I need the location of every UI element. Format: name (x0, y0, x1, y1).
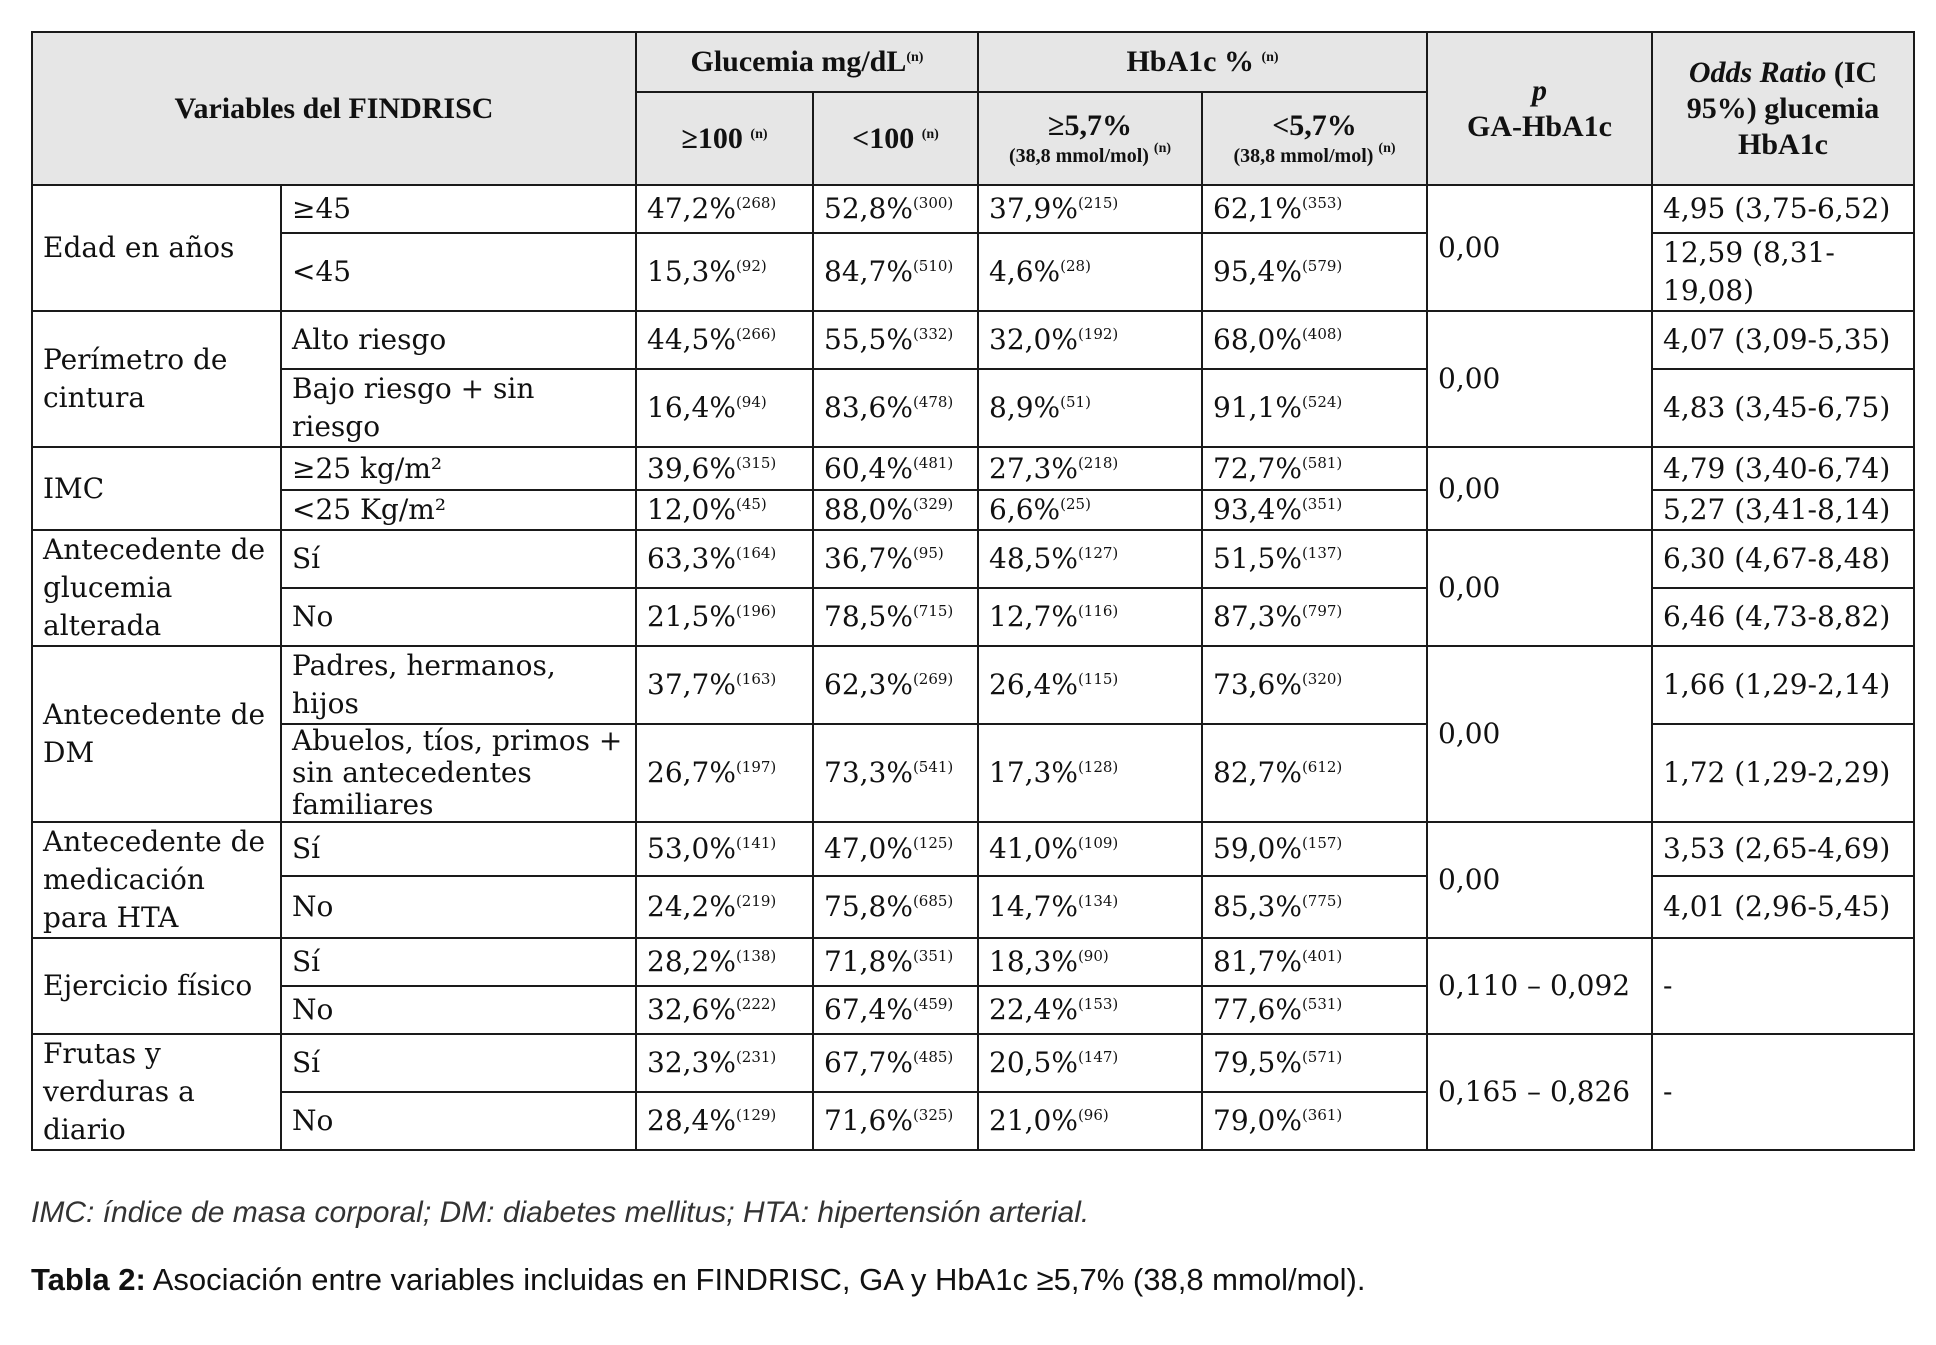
cell-n: (129) (735, 1106, 777, 1124)
category-label: Sí (281, 822, 636, 876)
odds-ratio: 5,27 (3,41-8,14) (1652, 490, 1914, 530)
cell-value: 73,3% (824, 756, 913, 789)
cell-h1 (978, 646, 1202, 724)
cell-g1 (636, 588, 813, 646)
header-p-value: p GA-HbA1c (1427, 32, 1652, 185)
cell-value: 88,0% (824, 493, 913, 526)
cell-value: 71,8% (824, 945, 913, 978)
cell-g1 (636, 369, 813, 447)
cell-g1 (636, 822, 813, 876)
category-label: <45 (281, 233, 636, 311)
cell-value: 16,4% (647, 391, 736, 424)
cell-h2 (1202, 185, 1427, 233)
cell-value: 79,5% (1213, 1046, 1302, 1079)
cell-h1 (978, 490, 1202, 530)
cell-n: (164) (735, 544, 777, 562)
cell-value: 20,5% (989, 1046, 1078, 1079)
cell-value: 85,3% (1213, 890, 1302, 924)
cell-value: 77,6% (1213, 993, 1302, 1026)
cell-value: 83,6% (824, 391, 913, 424)
cell-n: (141) (735, 834, 777, 853)
cell-n: (45) (735, 495, 767, 513)
cell-n: (127) (1077, 544, 1119, 562)
table-row (32, 530, 1914, 588)
cell-n: (157) (1301, 834, 1343, 853)
cell-value: 4,6% (989, 255, 1061, 288)
category-label: No (281, 876, 636, 938)
cell-n: (96) (1077, 1106, 1109, 1124)
table-row (32, 646, 1914, 724)
odds-ratio: 4,95 (3,75-6,52) (1652, 185, 1914, 233)
cell-g2 (813, 876, 978, 938)
cell-n: (581) (1301, 453, 1343, 472)
cell-n: (510) (912, 257, 954, 275)
cell-value: 14,7% (989, 890, 1078, 924)
cell-value: 81,7% (1213, 945, 1302, 978)
cell-n: (137) (1301, 544, 1343, 562)
cell-h1 (978, 1034, 1202, 1092)
cell-n: (125) (912, 834, 954, 853)
odds-ratio: 4,01 (2,96-5,45) (1652, 876, 1914, 938)
cell-value: 47,2% (647, 192, 736, 225)
variable-label: Antecedente de medicación para HTA (32, 822, 281, 938)
cell-n: (134) (1077, 892, 1119, 911)
cell-h2 (1202, 490, 1427, 530)
cell-n: (351) (1301, 495, 1343, 513)
variable-label: IMC (32, 447, 281, 530)
cell-g2 (813, 724, 978, 822)
cell-value: 47,0% (824, 832, 913, 866)
odds-ratio: 4,07 (3,09-5,35) (1652, 311, 1914, 369)
p-value: 0,00 (1427, 185, 1652, 311)
table-caption (31, 1262, 1911, 1298)
cell-n: (269) (912, 670, 954, 688)
cell-n: (361) (1301, 1106, 1343, 1124)
category-label: Abuelos, tíos, primos + sin antecedentes familiares (281, 724, 636, 822)
header-glucemia: Glucemia $mg/dL^{(n)}$ (636, 32, 978, 92)
category-label: No (281, 1092, 636, 1150)
odds-ratio: 6,30 (4,67-8,48) (1652, 530, 1914, 588)
cell-value: 21,5% (647, 600, 736, 633)
cell-value: 91,1% (1213, 391, 1302, 424)
cell-g2 (813, 822, 978, 876)
header-odds-ratio: Odds Ratio (IC 95%) glucemia HbA1c (1652, 32, 1914, 185)
cell-h2 (1202, 876, 1427, 938)
cell-n: (325) (912, 1106, 954, 1124)
findrisc-table (31, 31, 1915, 1151)
table-body (32, 185, 1914, 1150)
cell-n: (332) (912, 325, 954, 343)
cell-value: 37,9% (989, 192, 1078, 225)
cell-g2 (813, 369, 978, 447)
cell-value: 52,8% (824, 192, 913, 225)
cell-n: (218) (1077, 453, 1119, 472)
cell-n: (715) (912, 602, 954, 620)
cell-n: (153) (1077, 995, 1119, 1013)
cell-n: (95) (912, 544, 944, 562)
cell-value: 44,5% (647, 323, 736, 356)
cell-h2 (1202, 1092, 1427, 1150)
cell-g1 (636, 1092, 813, 1150)
cell-value: 22,4% (989, 993, 1078, 1026)
cell-g2 (813, 1034, 978, 1092)
variable-label: Antecedente de DM (32, 646, 281, 822)
p-value: 0,00 (1427, 822, 1652, 938)
cell-value: 32,0% (989, 323, 1078, 356)
cell-value: 67,4% (824, 993, 913, 1026)
cell-g1 (636, 646, 813, 724)
cell-value: 78,5% (824, 600, 913, 633)
cell-h1 (978, 986, 1202, 1034)
cell-n: (478) (912, 393, 954, 411)
cell-n: (531) (1301, 995, 1343, 1013)
cell-g1 (636, 447, 813, 490)
cell-h2 (1202, 724, 1427, 822)
cell-g1 (636, 185, 813, 233)
cell-g2 (813, 530, 978, 588)
p-value: 0,110 – 0,092 (1427, 938, 1652, 1034)
cell-g1 (636, 311, 813, 369)
cell-value: 82,7% (1213, 756, 1302, 789)
cell-n: (351) (912, 947, 954, 965)
cell-h1 (978, 822, 1202, 876)
variable-label: Edad en años (32, 185, 281, 311)
cell-g1 (636, 986, 813, 1034)
cell-n: (408) (1301, 325, 1343, 343)
cell-n: (219) (735, 892, 777, 911)
cell-h2 (1202, 588, 1427, 646)
category-label: No (281, 986, 636, 1034)
table-row (32, 822, 1914, 876)
cell-value: 26,7% (647, 756, 736, 789)
cell-n: (138) (735, 947, 777, 965)
cell-n: (401) (1301, 947, 1343, 965)
cell-n: (300) (912, 194, 954, 212)
cell-value: 62,1% (1213, 192, 1302, 225)
odds-ratio: 3,53 (2,65-4,69) (1652, 822, 1914, 876)
cell-h2 (1202, 530, 1427, 588)
table-row (32, 938, 1914, 986)
table-row (32, 311, 1914, 369)
cell-g2 (813, 986, 978, 1034)
p-value: 0,00 (1427, 530, 1652, 646)
cell-n: (266) (735, 325, 777, 343)
cell-value: 32,6% (647, 993, 736, 1026)
odds-ratio: 4,83 (3,45-6,75) (1652, 369, 1914, 447)
cell-h2 (1202, 938, 1427, 986)
odds-ratio: 12,59 (8,31-19,08) (1652, 233, 1914, 311)
cell-h2 (1202, 233, 1427, 311)
header-hba1c-low: <5,7% (38,8 mmol/mol) $^{(n)}$ (1202, 92, 1427, 185)
caption-text: Asociación entre variables incluidas en FINDRISC, GA y HbA1c ≥5,7% (38,8 mmol/mol). (145, 1262, 1366, 1297)
cell-n: (92) (735, 257, 767, 275)
cell-h1 (978, 233, 1202, 311)
table-footnote: IMC: índice de masa corporal; DM: diabetes mellitus; HTA: hipertensión arterial. (31, 1196, 1090, 1229)
variable-label: Ejercicio físico (32, 938, 281, 1034)
category-label: <25 Kg/m² (281, 490, 636, 530)
cell-n: (116) (1077, 602, 1119, 620)
cell-n: (25) (1060, 495, 1091, 513)
header-glucemia-low: <100 $^{(n)}$ (813, 92, 978, 185)
cell-value: 27,3% (989, 451, 1078, 485)
cell-n: (115) (1077, 670, 1119, 688)
cell-h2 (1202, 646, 1427, 724)
cell-g1 (636, 724, 813, 822)
cell-value: 39,6% (647, 451, 736, 485)
cell-n: (579) (1301, 257, 1343, 275)
cell-g1 (636, 490, 813, 530)
cell-value: 73,6% (1213, 668, 1302, 701)
cell-g1 (636, 1034, 813, 1092)
cell-n: (28) (1060, 257, 1091, 275)
category-label: No (281, 588, 636, 646)
cell-h1 (978, 724, 1202, 822)
cell-n: (163) (735, 670, 777, 688)
cell-g2 (813, 1092, 978, 1150)
p-value: 0,00 (1427, 447, 1652, 530)
header-hba1c: HbA1c % $^{(n)}$ (978, 32, 1427, 92)
p-value: 0,00 (1427, 311, 1652, 447)
category-label: Bajo riesgo + sin riesgo (281, 369, 636, 447)
cell-n: (268) (735, 194, 777, 212)
header-variables: Variables del FINDRISC (32, 32, 636, 185)
cell-value: 84,7% (824, 255, 913, 288)
caption-label: Tabla 2: (31, 1262, 146, 1297)
cell-g1 (636, 876, 813, 938)
category-label: Padres, hermanos, hijos (281, 646, 636, 724)
cell-value: 53,0% (647, 832, 736, 866)
cell-h1 (978, 447, 1202, 490)
cell-value: 41,0% (989, 832, 1078, 866)
cell-g2 (813, 233, 978, 311)
cell-g2 (813, 185, 978, 233)
cell-h1 (978, 588, 1202, 646)
cell-n: (685) (912, 892, 954, 911)
cell-n: (524) (1301, 393, 1343, 411)
cell-n: (94) (735, 393, 767, 411)
cell-n: (797) (1301, 602, 1343, 620)
variable-label: Antecedente de glucemia alterada (32, 530, 281, 646)
p-value: 0,165 – 0,826 (1427, 1034, 1652, 1150)
cell-g2 (813, 588, 978, 646)
cell-n: (485) (912, 1048, 954, 1066)
table-row (32, 1034, 1914, 1092)
cell-n: (612) (1301, 758, 1343, 776)
cell-n: (315) (735, 453, 777, 472)
odds-ratio: - (1652, 938, 1914, 1034)
cell-value: 36,7% (824, 542, 913, 575)
cell-n: (571) (1301, 1048, 1343, 1066)
cell-value: 32,3% (647, 1046, 736, 1079)
cell-value: 93,4% (1213, 493, 1302, 526)
cell-value: 48,5% (989, 542, 1078, 575)
cell-h1 (978, 369, 1202, 447)
cell-n: (197) (735, 758, 777, 776)
cell-value: 12,7% (989, 600, 1078, 633)
cell-n: (775) (1301, 892, 1343, 911)
cell-n: (459) (912, 995, 954, 1013)
cell-n: (320) (1301, 670, 1343, 688)
cell-value: 68,0% (1213, 323, 1302, 356)
cell-value: 6,6% (989, 493, 1061, 526)
cell-h2 (1202, 369, 1427, 447)
table-header (32, 32, 1914, 185)
cell-g1 (636, 233, 813, 311)
cell-h2 (1202, 447, 1427, 490)
odds-ratio: - (1652, 1034, 1914, 1150)
cell-value: 95,4% (1213, 255, 1302, 288)
cell-n: (231) (735, 1048, 777, 1066)
header-glucemia-high: ≥100 $^{(n)}$ (636, 92, 813, 185)
cell-value: 75,8% (824, 890, 913, 924)
cell-value: 21,0% (989, 1104, 1078, 1137)
cell-value: 8,9% (989, 391, 1061, 424)
category-label: ≥45 (281, 185, 636, 233)
cell-n: (128) (1077, 758, 1119, 776)
cell-h2 (1202, 986, 1427, 1034)
cell-n: (90) (1077, 947, 1109, 965)
category-label: ≥25 kg/m² (281, 447, 636, 490)
category-label: Sí (281, 1034, 636, 1092)
cell-value: 17,3% (989, 756, 1078, 789)
odds-ratio: 6,46 (4,73-8,82) (1652, 588, 1914, 646)
cell-n: (51) (1060, 393, 1091, 411)
cell-value: 24,2% (647, 890, 736, 924)
cell-g2 (813, 938, 978, 986)
category-label: Alto riesgo (281, 311, 636, 369)
cell-value: 71,6% (824, 1104, 913, 1137)
variable-label: Frutas y verduras a diario (32, 1034, 281, 1150)
header-hba1c-high: ≥5,7% (38,8 mmol/mol) $^{(n)}$ (978, 92, 1202, 185)
cell-h1 (978, 530, 1202, 588)
cell-h2 (1202, 311, 1427, 369)
cell-value: 67,7% (824, 1046, 913, 1079)
cell-n: (329) (912, 495, 954, 513)
p-value: 0,00 (1427, 646, 1652, 822)
cell-n: (196) (735, 602, 777, 620)
cell-g2 (813, 447, 978, 490)
cell-value: 79,0% (1213, 1104, 1302, 1137)
cell-g1 (636, 938, 813, 986)
cell-value: 15,3% (647, 255, 736, 288)
cell-value: 87,3% (1213, 600, 1302, 633)
cell-n: (541) (912, 758, 954, 776)
category-label: Sí (281, 938, 636, 986)
cell-n: (147) (1077, 1048, 1119, 1066)
cell-h1 (978, 311, 1202, 369)
cell-g2 (813, 646, 978, 724)
cell-n: (222) (735, 995, 777, 1013)
cell-value: 59,0% (1213, 832, 1302, 866)
cell-g2 (813, 311, 978, 369)
cell-value: 63,3% (647, 542, 736, 575)
variable-label: Perímetro de cintura (32, 311, 281, 447)
odds-ratio: 1,66 (1,29-2,14) (1652, 646, 1914, 724)
odds-ratio: 4,79 (3,40-6,74) (1652, 447, 1914, 490)
cell-n: (109) (1077, 834, 1119, 853)
odds-ratio: 1,72 (1,29-2,29) (1652, 724, 1914, 822)
cell-n: (215) (1077, 194, 1119, 212)
cell-h2 (1202, 1034, 1427, 1092)
table-row (32, 185, 1914, 233)
cell-value: 26,4% (989, 668, 1078, 701)
cell-value: 28,2% (647, 945, 736, 978)
cell-n: (353) (1301, 194, 1343, 212)
cell-n: (481) (912, 453, 954, 472)
cell-h1 (978, 938, 1202, 986)
cell-h1 (978, 1092, 1202, 1150)
cell-h2 (1202, 822, 1427, 876)
cell-g1 (636, 530, 813, 588)
cell-value: 37,7% (647, 668, 736, 701)
cell-value: 51,5% (1213, 542, 1302, 575)
cell-value: 28,4% (647, 1104, 736, 1137)
cell-g2 (813, 490, 978, 530)
cell-value: 12,0% (647, 493, 736, 526)
cell-value: 55,5% (824, 323, 913, 356)
cell-value: 72,7% (1213, 451, 1302, 485)
cell-h1 (978, 185, 1202, 233)
category-label: Sí (281, 530, 636, 588)
cell-h1 (978, 876, 1202, 938)
cell-n: (192) (1077, 325, 1119, 343)
cell-value: 18,3% (989, 945, 1078, 978)
cell-value: 62,3% (824, 668, 913, 701)
table-row (32, 447, 1914, 490)
cell-value: 60,4% (824, 451, 913, 485)
